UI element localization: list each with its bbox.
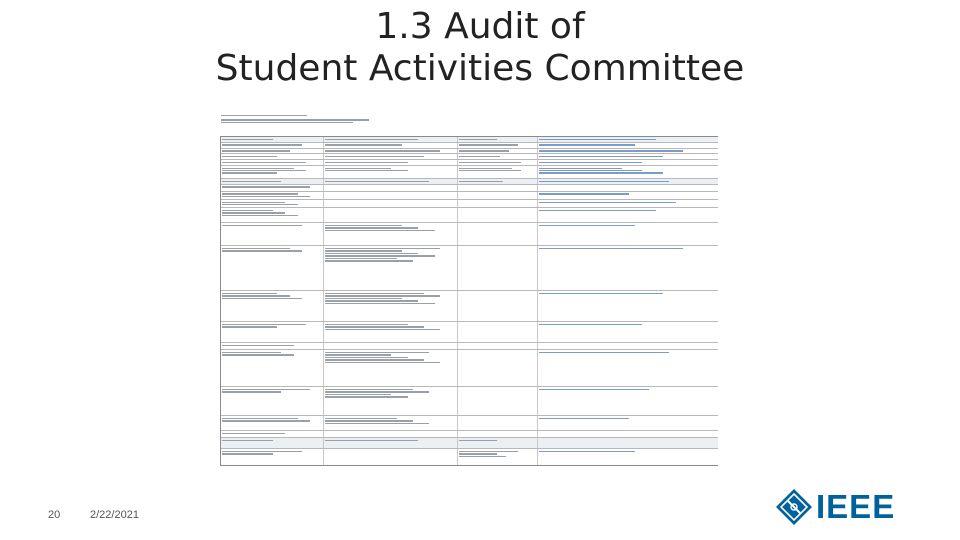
text-line-placeholder xyxy=(325,326,424,327)
table-cell xyxy=(537,166,718,178)
text-line-placeholder xyxy=(222,451,302,452)
text-line-placeholder xyxy=(222,295,289,296)
text-line-placeholder xyxy=(325,295,440,296)
text-line-placeholder xyxy=(539,172,662,173)
text-line-placeholder xyxy=(222,210,273,211)
text-line-placeholder xyxy=(325,230,435,231)
table-cell xyxy=(323,291,457,321)
text-line-placeholder xyxy=(325,357,407,358)
table-cell xyxy=(457,200,537,207)
text-line-placeholder xyxy=(222,250,302,251)
table-cell xyxy=(537,192,718,199)
text-line-placeholder xyxy=(222,225,302,226)
table-cell xyxy=(457,438,537,448)
table-cell xyxy=(323,208,457,222)
table-cell xyxy=(537,449,718,465)
table-cell xyxy=(537,223,718,245)
slide-title xyxy=(0,6,960,90)
text-line-placeholder xyxy=(222,420,310,421)
title-line-2: Student Activities Committee xyxy=(215,48,745,89)
text-line-placeholder xyxy=(222,215,298,216)
text-line-placeholder xyxy=(222,293,277,294)
table-cell xyxy=(457,416,537,430)
audit-table xyxy=(220,136,718,466)
text-line-placeholder xyxy=(459,168,512,169)
text-line-placeholder xyxy=(539,162,642,163)
ieee-diamond-icon xyxy=(775,488,813,526)
text-line-placeholder xyxy=(459,170,521,171)
text-line-placeholder xyxy=(222,162,306,163)
text-line-placeholder xyxy=(325,423,429,424)
table-row xyxy=(221,386,718,415)
table-cell xyxy=(537,291,718,321)
text-line-placeholder xyxy=(222,345,294,346)
text-line-placeholder xyxy=(222,202,285,203)
text-line-placeholder xyxy=(325,440,418,441)
text-line-placeholder xyxy=(222,298,302,299)
table-cell xyxy=(323,350,457,386)
text-line-placeholder xyxy=(539,193,628,194)
text-line-placeholder xyxy=(325,139,418,140)
table-cell xyxy=(457,246,537,290)
text-line-placeholder xyxy=(222,440,273,441)
table-cell xyxy=(323,387,457,415)
table-cell xyxy=(537,322,718,342)
text-line-placeholder xyxy=(325,298,402,299)
text-line-placeholder xyxy=(539,156,662,157)
text-line-placeholder xyxy=(325,156,424,157)
text-line-placeholder xyxy=(539,451,635,452)
table-row xyxy=(221,448,718,465)
page-number: 20 xyxy=(48,509,61,521)
table-cell xyxy=(537,438,718,448)
text-line-placeholder xyxy=(222,150,289,151)
table-cell xyxy=(323,438,457,448)
table-cell xyxy=(457,387,537,415)
text-line-placeholder xyxy=(459,440,496,441)
text-line-placeholder xyxy=(222,326,277,327)
text-line-placeholder xyxy=(539,139,656,140)
table-cell xyxy=(457,208,537,222)
text-line-placeholder xyxy=(459,451,518,452)
text-line-placeholder xyxy=(325,324,407,325)
text-line-placeholder xyxy=(459,139,496,140)
table-row xyxy=(221,207,718,222)
table-row xyxy=(221,342,718,349)
text-line-placeholder xyxy=(325,418,396,419)
title-line-1: 1.3 Audit of xyxy=(375,6,585,47)
text-line-placeholder xyxy=(222,193,298,194)
text-line-placeholder xyxy=(325,250,402,251)
table-cell xyxy=(457,166,537,178)
table-cell xyxy=(221,387,323,415)
text-line-placeholder xyxy=(325,329,440,330)
table-cell xyxy=(221,322,323,342)
table-cell xyxy=(221,350,323,386)
table-row xyxy=(221,184,718,191)
text-line-placeholder xyxy=(325,144,402,145)
text-line-placeholder xyxy=(539,168,622,169)
table-row xyxy=(221,415,718,430)
table-cell xyxy=(537,246,718,290)
text-line-placeholder xyxy=(539,324,642,325)
text-line-placeholder xyxy=(539,248,683,249)
text-line-placeholder xyxy=(539,202,676,203)
text-line-placeholder xyxy=(459,453,496,454)
text-line-placeholder xyxy=(539,181,669,182)
table-cell xyxy=(537,387,718,415)
table-row xyxy=(221,191,718,199)
text-line-placeholder xyxy=(222,212,285,213)
table-cell xyxy=(323,192,457,199)
text-line-placeholder xyxy=(325,227,418,228)
text-line-placeholder xyxy=(459,456,506,457)
text-line-placeholder xyxy=(325,225,402,226)
text-line-placeholder xyxy=(222,181,281,182)
table-cell xyxy=(221,200,323,207)
text-line-placeholder xyxy=(325,389,413,390)
text-line-placeholder xyxy=(325,420,413,421)
text-line-placeholder xyxy=(539,352,669,353)
text-line-placeholder xyxy=(539,150,683,151)
text-line-placeholder xyxy=(459,150,509,151)
text-line-placeholder xyxy=(325,396,407,397)
ieee-logo xyxy=(775,486,925,528)
table-row xyxy=(221,321,718,342)
text-line-placeholder xyxy=(539,170,642,171)
text-line-placeholder xyxy=(222,389,310,390)
text-line-placeholder xyxy=(325,303,435,304)
text-line-placeholder xyxy=(325,293,424,294)
text-line-placeholder xyxy=(222,453,273,454)
table-cell xyxy=(221,416,323,430)
text-line-placeholder xyxy=(222,139,273,140)
text-line-placeholder xyxy=(325,181,429,182)
text-line-placeholder xyxy=(222,433,285,434)
table-cell xyxy=(457,291,537,321)
table-cell xyxy=(323,223,457,245)
table-row xyxy=(221,245,718,290)
table-row xyxy=(221,290,718,321)
table-cell xyxy=(457,223,537,245)
text-line-placeholder xyxy=(222,352,281,353)
table-cell xyxy=(323,322,457,342)
table-cell xyxy=(537,350,718,386)
text-line-placeholder xyxy=(325,248,440,249)
text-line-placeholder xyxy=(325,253,418,254)
table-cell xyxy=(221,246,323,290)
ieee-logo-text: IEEE xyxy=(816,488,896,525)
table-cell xyxy=(221,192,323,199)
text-line-placeholder xyxy=(539,225,635,226)
table-row xyxy=(221,430,718,437)
form-header xyxy=(221,115,718,123)
table-cell xyxy=(537,208,718,222)
table-cell xyxy=(221,223,323,245)
text-line-placeholder xyxy=(222,196,310,197)
audit-form-document xyxy=(220,114,718,480)
table-cell xyxy=(457,350,537,386)
text-line-placeholder xyxy=(222,324,306,325)
text-line-placeholder xyxy=(222,354,294,355)
table-cell xyxy=(537,200,718,207)
table-cell xyxy=(323,416,457,430)
text-line-placeholder xyxy=(222,204,298,205)
table-row xyxy=(221,199,718,207)
text-line-placeholder xyxy=(325,168,391,169)
text-line-placeholder xyxy=(325,162,407,163)
text-line-placeholder xyxy=(325,255,435,256)
table-cell xyxy=(537,416,718,430)
table-cell xyxy=(221,438,323,448)
text-line-placeholder xyxy=(325,258,396,259)
table-row xyxy=(221,165,718,178)
text-line-placeholder xyxy=(539,293,662,294)
text-line-placeholder xyxy=(222,170,306,171)
table-cell xyxy=(323,449,457,465)
table-cell xyxy=(323,246,457,290)
table-row xyxy=(221,222,718,245)
text-line-placeholder xyxy=(539,389,649,390)
table-row xyxy=(221,349,718,386)
text-line-placeholder xyxy=(325,150,440,151)
table-cell xyxy=(323,166,457,178)
table-cell xyxy=(221,291,323,321)
table-cell xyxy=(457,192,537,199)
text-line-placeholder xyxy=(325,362,440,363)
table-cell xyxy=(221,208,323,222)
text-line-placeholder xyxy=(325,300,418,301)
text-line-placeholder xyxy=(459,156,499,157)
text-line-placeholder xyxy=(325,391,429,392)
text-line-placeholder xyxy=(325,359,424,360)
text-line-placeholder xyxy=(459,162,521,163)
text-line-placeholder xyxy=(325,354,391,355)
table-cell xyxy=(457,322,537,342)
text-line-placeholder xyxy=(325,352,429,353)
text-line-placeholder xyxy=(222,418,298,419)
text-line-placeholder xyxy=(539,144,635,145)
text-line-placeholder xyxy=(222,172,277,173)
text-line-placeholder xyxy=(222,168,294,169)
table-cell xyxy=(323,200,457,207)
table-cell xyxy=(221,449,323,465)
text-line-placeholder xyxy=(222,391,281,392)
text-line-placeholder xyxy=(325,170,407,171)
table-row xyxy=(221,437,718,448)
slide-date: 2/22/2021 xyxy=(90,509,139,521)
text-line-placeholder xyxy=(325,394,391,395)
text-line-placeholder xyxy=(539,210,656,211)
text-line-placeholder xyxy=(222,156,277,157)
table-cell xyxy=(457,449,537,465)
text-line-placeholder xyxy=(222,186,310,187)
text-line-placeholder xyxy=(222,144,302,145)
text-line-placeholder xyxy=(325,260,413,261)
text-line-placeholder xyxy=(459,181,503,182)
text-line-placeholder xyxy=(539,418,628,419)
text-line-placeholder xyxy=(459,144,518,145)
table-cell xyxy=(221,166,323,178)
text-line-placeholder xyxy=(222,248,289,249)
